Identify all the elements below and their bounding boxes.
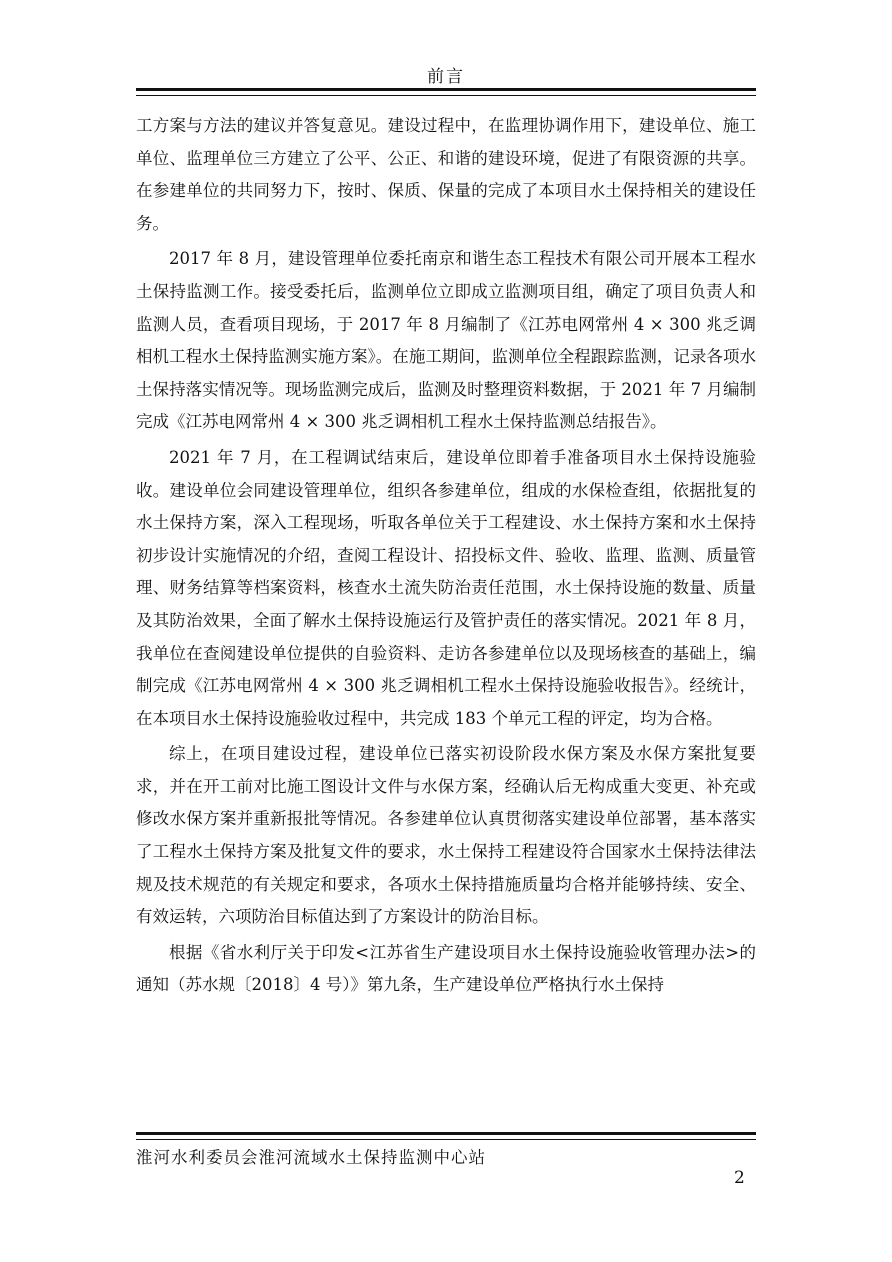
footer-organization: 淮河水利委员会淮河流域水土保持监测中心站 xyxy=(136,1148,486,1167)
paragraph: 2017 年 8 月，建设管理单位委托南京和谐生态工程技术有限公司开展本工程水土保持监测工作。接受委托后，监测单位立即成立监测项目组，确定了项目负责人和监测人员，查看项目现场，于 2017 年 8 月编制了《江苏电网常州 4 × 300 兆乏调相机工程水土保持监测实施方案》。在施工期间，监测单位全程跟踪监测，记录各项水土保持落实情况等。现场监测完成后，监测及时整理资料数据，于 2021 年 7 月编制完成《江苏电网常州 4 × 300 兆乏调相机工程水土保持监测总结报告》。 xyxy=(136,249,756,432)
page-number: 2 xyxy=(734,1168,745,1188)
footer-rule xyxy=(136,1132,756,1140)
paragraph: 根据《省水利厅关于印发<江苏省生产建设项目水土保持设施验收管理办法>的通知（苏水规〔2018〕4 号）》第九条，生产建设单位严格执行水土保持 xyxy=(136,942,756,995)
paragraph: 综上，在项目建设过程，建设单位已落实初设阶段水保方案及水保方案批复要求，并在开工前对比施工图设计文件与水保方案，经确认后无构成重大变更、补充或修改水保方案并重新报批等情况。各参建单位认真贯彻落实建设单位部署，基本落实了工程水土保持方案及批复文件的要求，水土保持工程建设符合国家水土保持法律法规及技术规范的有关规定和要求，各项水土保持措施质量均合格并能够持续、安全、有效运转，六项防治目标值达到了方案设计的防治目标。 xyxy=(136,744,756,927)
header-rule xyxy=(136,88,756,96)
body-text xyxy=(136,110,756,1005)
paragraph: 工方案与方法的建议并答复意见。建设过程中，在监理协调作用下，建设单位、施工单位、监理单位三方建立了公平、公正、和谐的建设环境，促进了有限资源的共享。在参建单位的共同努力下，按时、保质、保量的完成了本项目水土保持相关的建设任务。 xyxy=(136,116,756,233)
page-header-title: 前言 xyxy=(427,67,465,87)
paragraph: 2021 年 7 月，在工程调试结束后，建设单位即着手准备项目水土保持设施验收。建设单位会同建设管理单位，组织各参建单位，组成的水保检查组，依据批复的水土保持方案，深入工程现场，听取各单位关于工程建设、水土保持方案和水土保持初步设计实施情况的介绍，查阅工程设计、招投标文件、验收、监理、监测、质量管理、财务结算等档案资料，核查水土流失防治责任范围，水土保持设施的数量、质量及其防治效果，全面了解水土保持设施运行及管护责任的落实情况。2021 年 8 月，我单位在查阅建设单位提供的自验资料、走访各参建单位以及现场核查的基础上，编制完成《江苏电网常州 4 × 300 兆乏调相机工程水土保持设施验收报告》。经统计，在本项目水土保持设施验收过程中，共完成 183 个单元工程的评定，均为合格。 xyxy=(136,447,756,728)
